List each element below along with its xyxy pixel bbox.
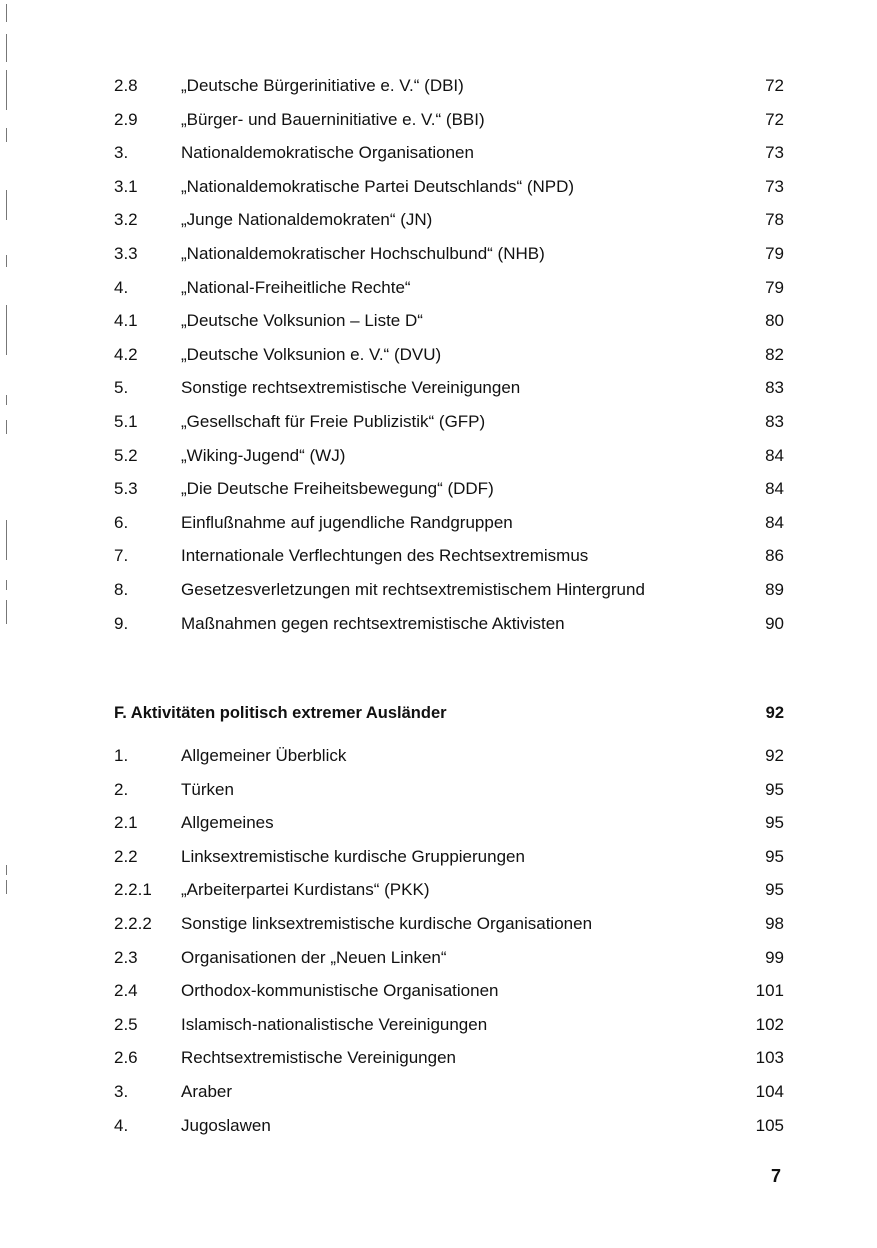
toc-entry-number: 2.6 [114, 1048, 138, 1068]
toc-entry [114, 974, 784, 1008]
toc-entry-page: 83 [765, 378, 784, 398]
toc-entry-title: Nationaldemokratische Organisationen [181, 143, 474, 163]
toc-entry-title: Organisationen der „Neuen Linken“ [181, 947, 447, 967]
toc-entry [114, 539, 784, 573]
toc-entry-page: 103 [755, 1048, 784, 1068]
toc-entry-title: Islamisch-nationalistische Vereinigungen [181, 1014, 488, 1034]
toc-entry-title: Gesetzesverletzungen mit rechtsextremistischem Hintergrund [181, 579, 645, 599]
toc-entry-number: 3. [114, 143, 129, 163]
toc-entry [114, 472, 784, 506]
toc-entry [114, 405, 784, 439]
toc-entry-number: 2.3 [114, 947, 138, 967]
toc-entry-title: „Deutsche Volksunion – Liste D“ [181, 311, 423, 331]
toc-entry-title: „Deutsche Volksunion e. V.“ (DVU) [181, 344, 442, 364]
toc-entry-page: 92 [765, 746, 784, 765]
toc-entry-title: „Nationaldemokratischer Hochschulbund“ (NHB) [181, 243, 545, 263]
toc-entry-page: 102 [755, 1014, 784, 1034]
toc-entry [114, 170, 784, 204]
toc-entry [114, 941, 784, 975]
toc-entry-page: 73 [765, 176, 784, 196]
toc-entry-number: 7. [114, 546, 129, 566]
toc-entry-title: Internationale Verflechtungen des Rechtsextremismus [181, 546, 589, 566]
toc-entry [114, 739, 784, 773]
toc-entry-page: 73 [765, 143, 784, 163]
toc-entry-number: 5. [114, 378, 129, 398]
toc-entry [114, 573, 784, 607]
toc-entry-title: Türken [181, 779, 234, 799]
toc-entry-number: 4. [114, 1115, 129, 1135]
toc-entry-page: 101 [755, 981, 784, 1001]
toc-section-heading [114, 696, 784, 730]
toc-entry [114, 773, 784, 807]
toc-entry-title: Orthodox-kommunistische Organisationen [181, 981, 499, 1001]
toc-entry-page: 95 [765, 813, 784, 833]
toc-entry-title: „Junge Nationaldemokraten“ (JN) [181, 210, 433, 230]
toc-entry-page: 95 [765, 880, 784, 900]
toc-entry [114, 103, 784, 137]
toc-entry-title: „Deutsche Bürgerinitiative e. V.“ (DBI) [181, 76, 464, 95]
toc-entry-title: Allgemeines [181, 813, 274, 833]
toc-entry-page: 95 [765, 779, 784, 799]
toc-entry [114, 907, 784, 941]
toc-entry-page: 84 [765, 479, 784, 499]
toc-entry [114, 203, 784, 237]
toc-entry-title: Jugoslawen [181, 1115, 271, 1135]
toc-entry-title: Sonstige linksextremistische kurdische Organisationen [181, 913, 593, 933]
toc-entry-number: 3.1 [114, 176, 138, 196]
toc-entry-title: „Bürger- und Bauerninitiative e. V.“ (BBI) [181, 109, 485, 129]
toc-entry [114, 1008, 784, 1042]
section-heading-page: 92 [765, 704, 784, 722]
toc-list-part-1 [114, 69, 784, 640]
toc-entry [114, 840, 784, 874]
toc-entry [114, 338, 784, 372]
toc-entry-number: 1. [114, 746, 129, 765]
toc-entry-number: 2.2 [114, 846, 138, 866]
toc-entry-number: 2.5 [114, 1014, 138, 1034]
toc-entry-number: 8. [114, 579, 129, 599]
toc-entry-title: Araber [181, 1081, 233, 1101]
toc-entry-number: 9. [114, 613, 129, 633]
toc-entry-page: 105 [755, 1115, 784, 1135]
toc-entry [114, 136, 784, 170]
toc-entry-number: 5.3 [114, 479, 138, 499]
toc-entry-title: Rechtsextremistische Vereinigungen [181, 1048, 456, 1068]
toc-entry-page: 72 [765, 76, 784, 95]
toc-entry-page: 72 [765, 109, 784, 129]
toc-entry-number: 4.1 [114, 311, 138, 331]
toc-entry-page: 104 [755, 1081, 784, 1101]
toc-entry [114, 271, 784, 305]
toc-entry-number: 3.3 [114, 243, 138, 263]
toc-list-part-2 [114, 739, 784, 1142]
toc-entry-page: 79 [765, 277, 784, 297]
toc-entry-number: 3.2 [114, 210, 138, 230]
toc-entry-page: 79 [765, 243, 784, 263]
toc-entry-number: 2. [114, 779, 129, 799]
toc-entry-number: 4. [114, 277, 129, 297]
toc-entry-page: 98 [765, 913, 784, 933]
toc-entry-title: „Nationaldemokratische Partei Deutschlands“ (NPD) [181, 176, 575, 196]
toc-entry-title: „Arbeiterpartei Kurdistans“ (PKK) [181, 880, 430, 900]
toc-entry [114, 607, 784, 641]
toc-entry-title: „Gesellschaft für Freie Publizistik“ (GFP) [181, 411, 486, 431]
toc-entry-page: 84 [765, 445, 784, 465]
toc-entry-page: 83 [765, 411, 784, 431]
toc-entry-title: Allgemeiner Überblick [181, 746, 347, 765]
toc-entry [114, 1041, 784, 1075]
toc-entry-number: 2.2.2 [114, 913, 152, 933]
toc-entry [114, 439, 784, 473]
toc-entry-title: Einflußnahme auf jugendliche Randgruppen [181, 512, 513, 532]
toc-entry-number: 2.9 [114, 109, 138, 129]
toc-entry [114, 371, 784, 405]
toc-entry-page: 90 [765, 613, 784, 633]
toc-entry-number: 5.1 [114, 411, 138, 431]
toc-entry-title: Maßnahmen gegen rechtsextremistische Aktivisten [181, 613, 565, 633]
toc-entry [114, 806, 784, 840]
toc-entry [114, 506, 784, 540]
toc-entry-number: 3. [114, 1081, 129, 1101]
toc-entry-number: 6. [114, 512, 129, 532]
toc-entry [114, 237, 784, 271]
toc-entry [114, 873, 784, 907]
toc-entry-title: „Die Deutsche Freiheitsbewegung“ (DDF) [181, 479, 494, 499]
toc-entry-page: 80 [765, 311, 784, 331]
toc-entry-page: 86 [765, 546, 784, 566]
toc-entry-title: Linksextremistische kurdische Gruppierungen [181, 846, 525, 866]
toc-entry-title: „Wiking-Jugend“ (WJ) [181, 445, 346, 465]
toc-entry-page: 78 [765, 210, 784, 230]
toc-entry [114, 1075, 784, 1109]
toc-entry-number: 2.4 [114, 981, 138, 1001]
toc-entry-number: 2.2.1 [114, 880, 152, 900]
toc-entry [114, 1109, 784, 1143]
toc-entry-title: Sonstige rechtsextremistische Vereinigungen [181, 378, 521, 398]
section-heading-title: F. Aktivitäten politisch extremer Ausländer [114, 704, 447, 722]
toc-entry-page: 82 [765, 344, 784, 364]
toc-entry-number: 5.2 [114, 445, 138, 465]
toc-entry [114, 304, 784, 338]
toc-entry-page: 89 [765, 579, 784, 599]
toc-entry [114, 69, 784, 103]
toc-entry-page: 95 [765, 846, 784, 866]
toc-entry-number: 2.1 [114, 813, 138, 833]
page-number: 7 [770, 1166, 781, 1186]
toc-entry-number: 4.2 [114, 344, 138, 364]
scan-edge-marks [6, 0, 8, 1248]
toc-entry-page: 99 [765, 947, 784, 967]
toc-entry-number: 2.8 [114, 76, 138, 95]
toc-entry-page: 84 [765, 512, 784, 532]
toc-entry-title: „National-Freiheitliche Rechte“ [181, 277, 411, 297]
